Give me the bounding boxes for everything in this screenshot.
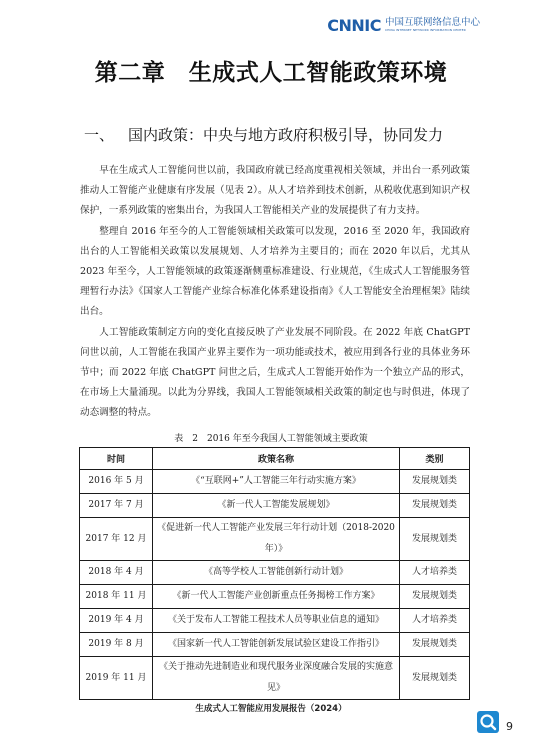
paragraph: 早在生成式人工智能问世以前，我国政府就已经高度重视相关领域，并出台一系列政策推动人工智能产业健康有序发展（见表 2）。从人才培养到技术创新，从税收优惠到知识产权保护，一系列政策的密集出台，为我国人工智能相关产业的发展提供了有力支持。 xyxy=(80,165,470,217)
cell-category: 发展规划类 xyxy=(400,494,470,518)
chapter-title: 第二章 生成式人工智能政策环境 xyxy=(94,60,448,86)
table-caption: 表 2 2016 年至今我国人工智能领域主要政策 xyxy=(174,434,368,444)
cell-category: 发展规划类 xyxy=(400,518,470,561)
cell-time: 2018 年 11 月 xyxy=(80,585,153,609)
table-row xyxy=(80,609,470,633)
paragraph: 人工智能政策制定方向的变化直接反映了产业发展不同阶段。在 2022 年底 ChatGPT 问世以前，人工智能在我国产业界主要作为一项功能或技术，被应用到各行业的具体业务环节中；而 2022 年底 ChatGPT 问世之后，生成式人工智能开始作为一个独立产品的形式，在市场上大量涌现。以此为分界线，我国人工智能领域相关政策的制定也与时俱进，体现了动态调整的特点。 xyxy=(80,326,470,419)
table-header-row xyxy=(80,448,470,470)
cell-policy-name: 《新一代人工智能发展规划》 xyxy=(153,494,400,518)
table-row xyxy=(80,561,470,585)
header-policy-name: 政策名称 xyxy=(153,448,400,470)
table-row xyxy=(80,585,470,609)
cell-time: 2019 年 8 月 xyxy=(80,633,153,657)
cell-category: 人才培养类 xyxy=(400,561,470,585)
table-row xyxy=(80,494,470,518)
cell-time: 2017 年 7 月 xyxy=(80,494,153,518)
cell-policy-name: 《新一代人工智能产业创新重点任务揭榜工作方案》 xyxy=(153,585,400,609)
cell-category: 发展规划类 xyxy=(400,657,470,700)
cell-time: 2018 年 4 月 xyxy=(80,561,153,585)
cell-policy-name: 《高等学校人工智能创新行动计划》 xyxy=(153,561,400,585)
report-badge-icon xyxy=(477,711,499,733)
table-row xyxy=(80,470,470,494)
cell-category: 发展规划类 xyxy=(400,633,470,657)
report-footer-title: 生成式人工智能应用发展报告（2024） xyxy=(195,704,347,714)
paragraph: 整理自 2016 年至今的人工智能领域相关政策可以发现，2016 至 2020 年，我国政府出台的人工智能相关政策以发展规划、人才培养为主要目的；而在 2020 年以后，尤其从 2023 年至今，人工智能领域的政策逐渐侧重标准建设、行业规范，《生成式人工智能服务管理暂行办法》《国家人工智能产业综合标准化体系建设指南》《人工智能安全治理框架》陆续出台。 xyxy=(80,225,470,318)
logo-text xyxy=(385,17,480,33)
cell-policy-name: 《国家新一代人工智能创新发展试验区建设工作指引》 xyxy=(153,633,400,657)
policy-table xyxy=(79,447,470,700)
section-title: 国内政策：中央与地方政府积极引导，协同发力 xyxy=(128,126,444,144)
cell-category: 人才培养类 xyxy=(400,609,470,633)
header-category: 类别 xyxy=(400,448,470,470)
table-row xyxy=(80,633,470,657)
cell-policy-name: 《促进新一代人工智能产业发展三年行动计划（2018-2020 年）》 xyxy=(153,518,400,561)
page-number: 9 xyxy=(506,720,513,733)
body-text xyxy=(80,161,470,424)
section-number: 一、 xyxy=(84,126,115,144)
cell-policy-name: 《关于发布人工智能工程技术人员等职业信息的通知》 xyxy=(153,609,400,633)
cell-policy-name: 《关于推动先进制造业和现代服务业深度融合发展的实施意见》 xyxy=(153,657,400,700)
logo-en-name: CHINA INTERNET NETWORK INFORMATION CENTER xyxy=(384,28,466,32)
header-time: 时间 xyxy=(80,448,153,470)
cell-time: 2016 年 5 月 xyxy=(80,470,153,494)
cell-time: 2019 年 4 月 xyxy=(80,609,153,633)
magnifier-icon xyxy=(477,711,499,733)
logo-cn-name: 中国互联网络信息中心 xyxy=(384,17,480,28)
cnnic-logo xyxy=(327,14,480,36)
section-heading xyxy=(84,124,443,145)
cell-category: 发展规划类 xyxy=(400,585,470,609)
logo-mark: CNNIC xyxy=(327,15,381,35)
cell-policy-name: 《“互联网+”人工智能三年行动实施方案》 xyxy=(153,470,400,494)
table-row xyxy=(80,518,470,561)
cell-time: 2017 年 12 月 xyxy=(80,518,153,561)
table-row xyxy=(80,657,470,700)
cell-time: 2019 年 11 月 xyxy=(80,657,153,700)
cell-category: 发展规划类 xyxy=(400,470,470,494)
